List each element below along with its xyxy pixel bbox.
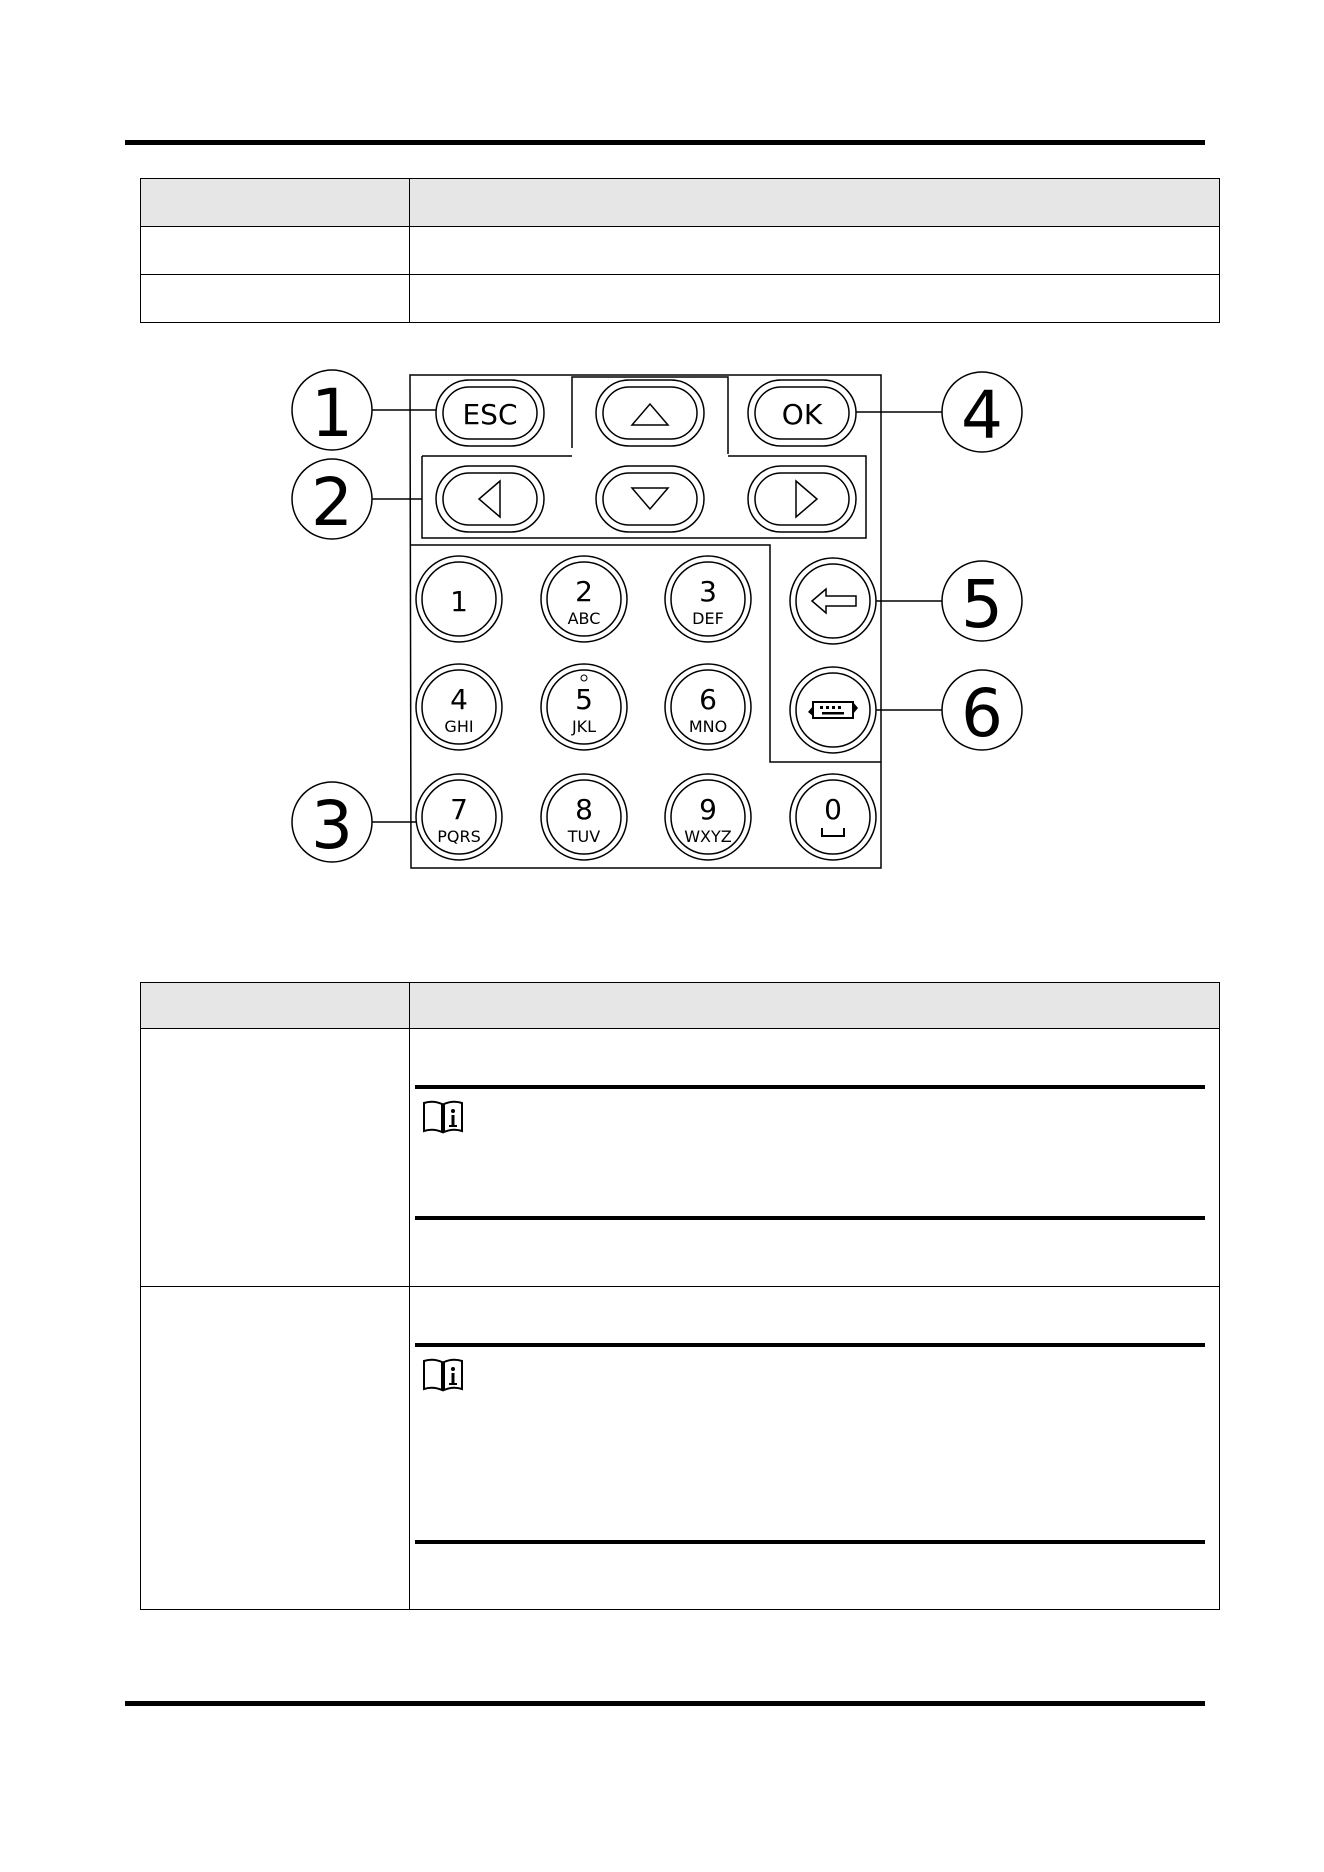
table-row [141,275,1220,323]
table-header-cell [141,983,410,1029]
svg-text:1: 1 [311,375,353,452]
footer-rule [125,1701,1205,1706]
up-button[interactable] [596,380,704,446]
arrow-left-icon [812,589,856,613]
key-digit: 7 [450,793,468,826]
key-letters: GHI [444,717,474,736]
key-2[interactable] [541,556,627,642]
table-row [141,1029,1220,1287]
input-method-button[interactable] [790,667,876,753]
note-rule-top [415,1343,1205,1347]
key-9[interactable] [665,774,751,860]
note-rule-bottom [415,1216,1205,1220]
table-header-cell [410,179,1220,227]
table-cell [141,1029,410,1287]
key-digit: 9 [699,793,717,826]
key-0[interactable] [790,774,876,860]
callout-3 [292,782,372,864]
table-cell [410,1287,1220,1610]
keyboard-icon [808,702,858,718]
key-digit: 2 [575,575,593,608]
tactile-dot [581,675,587,681]
triangle-up-icon [632,404,668,425]
triangle-right-icon [796,481,817,517]
ok-label: OK [781,398,823,431]
svg-text:6: 6 [961,675,1003,752]
keypad-panel-numeric [411,545,881,762]
keypad-frame [410,375,881,868]
esc-button[interactable] [436,380,544,446]
down-button[interactable] [596,466,704,532]
ok-button[interactable] [748,380,856,446]
table-row [141,1287,1220,1610]
svg-text:3: 3 [311,787,353,864]
table-row [141,227,1220,275]
table-cell [410,1029,1220,1287]
top-table [140,178,1220,323]
svg-text:4: 4 [961,377,1003,454]
key-letters: ABC [567,609,601,628]
table-cell [410,227,1220,275]
callout-1 [292,370,372,452]
key-7[interactable] [416,774,502,860]
bottom-table [140,982,1220,1610]
header-rule [125,140,1205,145]
table-cell [141,275,410,323]
svg-text:5: 5 [961,566,1003,643]
key-digit: 4 [450,683,468,716]
triangle-left-icon [479,481,500,517]
key-letters: TUV [567,827,601,846]
callout-5 [942,561,1022,643]
svg-text:2: 2 [311,464,353,541]
key-digit: 5 [575,683,593,716]
note-rule-bottom [415,1540,1205,1544]
esc-label: ESC [462,398,518,431]
triangle-down-icon [632,488,668,509]
table-cell [141,1287,410,1610]
key-3[interactable] [665,556,751,642]
key-letters: MNO [688,717,728,736]
key-6[interactable] [665,664,751,750]
key-letters: JKL [571,717,597,736]
key-5[interactable] [541,664,627,750]
callout-6 [942,670,1022,752]
info-book-icon [422,1358,464,1392]
table-cell [141,227,410,275]
table-header-row [141,983,1220,1029]
left-button[interactable] [436,466,544,532]
key-1[interactable] [416,556,502,642]
info-book-icon [422,1100,464,1134]
right-button[interactable] [748,466,856,532]
note-rule-top [415,1085,1205,1089]
key-digit: 6 [699,683,717,716]
key-digit: 0 [824,793,842,826]
key-letters: DEF [692,609,724,628]
key-letters: WXYZ [684,827,732,846]
table-header-cell [410,983,1220,1029]
space-icon [822,828,844,836]
key-letters: PQRS [437,827,481,846]
table-header-cell [141,179,410,227]
key-digit: 1 [450,585,468,618]
keypad-figure [285,368,1025,878]
key-digit: 3 [699,575,717,608]
backspace-button[interactable] [790,558,876,644]
callout-2 [292,459,372,541]
table-cell [410,275,1220,323]
key-4[interactable] [416,664,502,750]
callout-4 [942,372,1022,454]
key-digit: 8 [575,793,593,826]
table-header-row [141,179,1220,227]
key-8[interactable] [541,774,627,860]
